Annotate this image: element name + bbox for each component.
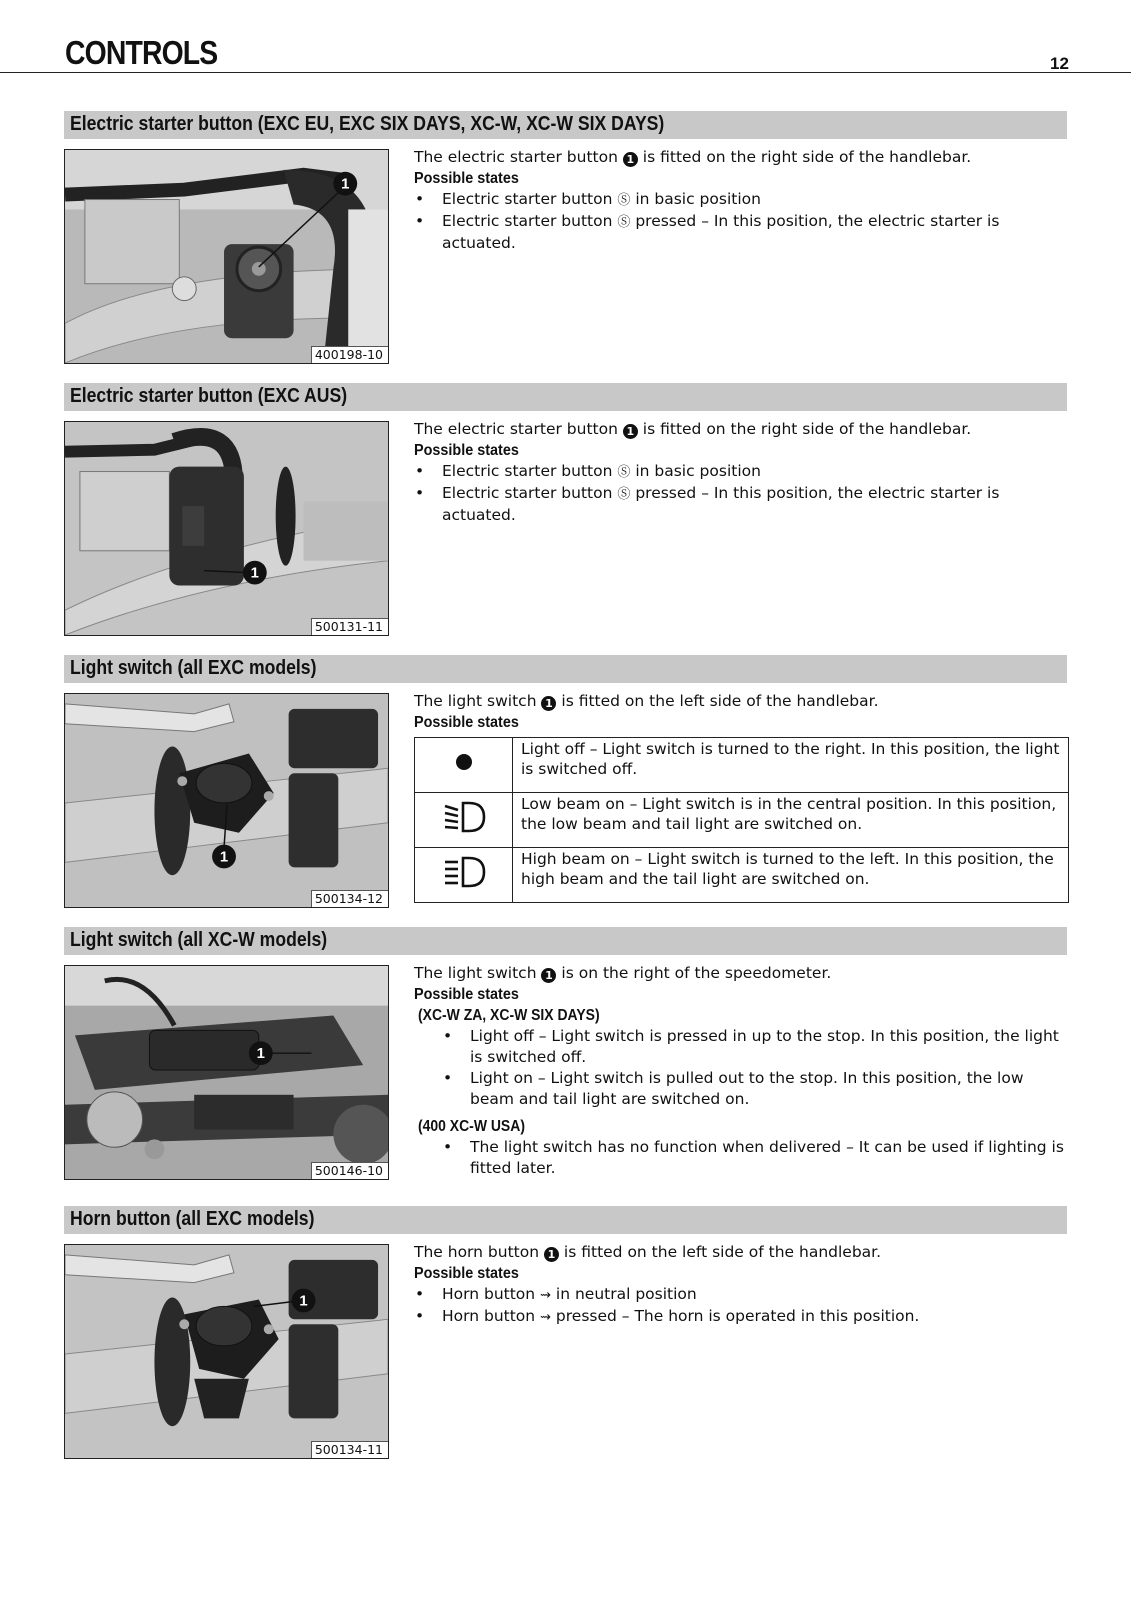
svg-text:1: 1 [341, 176, 350, 193]
section-title: Electric starter button (EXC AUS) [70, 385, 348, 407]
table-cell: High beam on – Light switch is turned to the left. In this position, the high beam and the tail light are switched on. [513, 848, 1069, 903]
starter-symbol-icon: Ⓢ [617, 487, 631, 502]
states-list [414, 461, 1064, 526]
states-list [414, 1026, 1064, 1110]
handlebar-photo [64, 693, 389, 908]
handlebar-photo [64, 1244, 389, 1459]
intro-text: The electric starter button 1 is fitted on the right side of the handlebar. [414, 420, 972, 438]
handlebar-photo [64, 421, 389, 636]
section-title: Electric starter button (EXC EU, EXC SIX DAYS, XC-W, XC-W SIX DAYS) [70, 113, 665, 135]
low-beam-icon [415, 793, 513, 848]
callout-1-icon: 1 [623, 152, 638, 167]
section-text [414, 419, 1064, 526]
table-row [415, 793, 1069, 848]
table-row [415, 738, 1069, 793]
callout-1-icon: 1 [541, 968, 556, 983]
starter-symbol-icon: Ⓢ [617, 215, 631, 230]
photo-code: 500134-12 [311, 890, 388, 907]
svg-text:1: 1 [250, 565, 259, 582]
section-header [64, 655, 1067, 683]
handlebar-photo [64, 149, 389, 364]
list-item: • Electric starter button Ⓢ pressed – In this position, the electric starter is actuated. [414, 483, 1064, 526]
possible-states-heading: Possible states [414, 170, 519, 187]
intro-text: The horn button 1 is fitted on the left side of the handlebar. [414, 1243, 882, 1261]
intro-text: The light switch 1 is fitted on the left side of the handlebar. [414, 692, 879, 710]
model-group-heading: (XC-W ZA, XC-W SIX DAYS) [418, 1007, 600, 1024]
svg-text:1: 1 [219, 849, 229, 866]
section-header [64, 383, 1067, 411]
possible-states-heading: Possible states [414, 714, 519, 731]
section-text [414, 147, 1064, 254]
page-title: CONTROLS [65, 34, 218, 71]
light-states-table [414, 737, 1069, 903]
callout-1-icon: 1 [541, 696, 556, 711]
section-text [414, 691, 1064, 903]
callout-1-icon: 1 [623, 424, 638, 439]
starter-symbol-icon: Ⓢ [617, 465, 631, 480]
possible-states-heading: Possible states [414, 1265, 519, 1282]
page-header [0, 0, 1131, 73]
photo-code: 500134-11 [311, 1441, 388, 1458]
section-title: Horn button (all EXC models) [70, 1208, 315, 1230]
page-number: 12 [1050, 54, 1069, 73]
table-cell: Low beam on – Light switch is in the central position. In this position, the low beam and tail light are switched on. [513, 793, 1069, 848]
section-light-switch-exc [64, 655, 1067, 906]
photo-code: 400198-10 [311, 346, 388, 363]
possible-states-heading: Possible states [414, 986, 519, 1003]
section-horn-button [64, 1206, 1067, 1457]
speedometer-photo [64, 965, 389, 1180]
list-item: • The light switch has no function when delivered – It can be used if lighting is fitted later. [442, 1137, 1064, 1179]
horn-symbol-icon: ⇝ [540, 1288, 551, 1303]
states-list [414, 1137, 1064, 1179]
possible-states-heading: Possible states [414, 442, 519, 459]
photo-code: 500146-10 [311, 1162, 388, 1179]
light-off-dot-icon [415, 738, 513, 793]
intro-text: The light switch 1 is on the right of the speedometer. [414, 964, 832, 982]
section-text [414, 963, 1064, 1179]
section-header [64, 111, 1067, 139]
list-item: • Horn button ⇝ pressed – The horn is operated in this position. [414, 1306, 1064, 1328]
section-title: Light switch (all XC-W models) [70, 929, 328, 951]
svg-text:1: 1 [256, 1046, 265, 1063]
section-title: Light switch (all EXC models) [70, 657, 317, 679]
intro-text: The electric starter button 1 is fitted on the right side of the handlebar. [414, 148, 972, 166]
photo-code: 500131-11 [311, 618, 388, 635]
list-item: • Light on – Light switch is pulled out to the stop. In this position, the low beam and tail light are switched on. [442, 1068, 1064, 1110]
list-item: • Electric starter button Ⓢ pressed – In this position, the electric starter is actuated. [414, 211, 1064, 254]
model-group-heading: (400 XC-W USA) [418, 1118, 525, 1135]
horn-symbol-icon: ⇝ [540, 1310, 551, 1325]
callout-1-icon: 1 [544, 1247, 559, 1262]
table-cell: Light off – Light switch is turned to the right. In this position, the light is switched off. [513, 738, 1069, 793]
list-item: • Electric starter button Ⓢ in basic position [414, 461, 1064, 483]
table-row [415, 848, 1069, 903]
section-text [414, 1242, 1064, 1328]
section-starter-aus [64, 383, 1067, 634]
list-item: • Light off – Light switch is pressed in up to the stop. In this position, the light is switched off. [442, 1026, 1064, 1068]
section-header [64, 927, 1067, 955]
section-header [64, 1206, 1067, 1234]
svg-text:1: 1 [299, 1293, 308, 1310]
states-list [414, 1284, 1064, 1328]
states-list [414, 189, 1064, 254]
section-starter-eu [64, 111, 1067, 362]
high-beam-icon [415, 848, 513, 903]
section-light-switch-xcw [64, 927, 1067, 1178]
starter-symbol-icon: Ⓢ [617, 193, 631, 208]
list-item: • Electric starter button Ⓢ in basic position [414, 189, 1064, 211]
list-item: • Horn button ⇝ in neutral position [414, 1284, 1064, 1306]
